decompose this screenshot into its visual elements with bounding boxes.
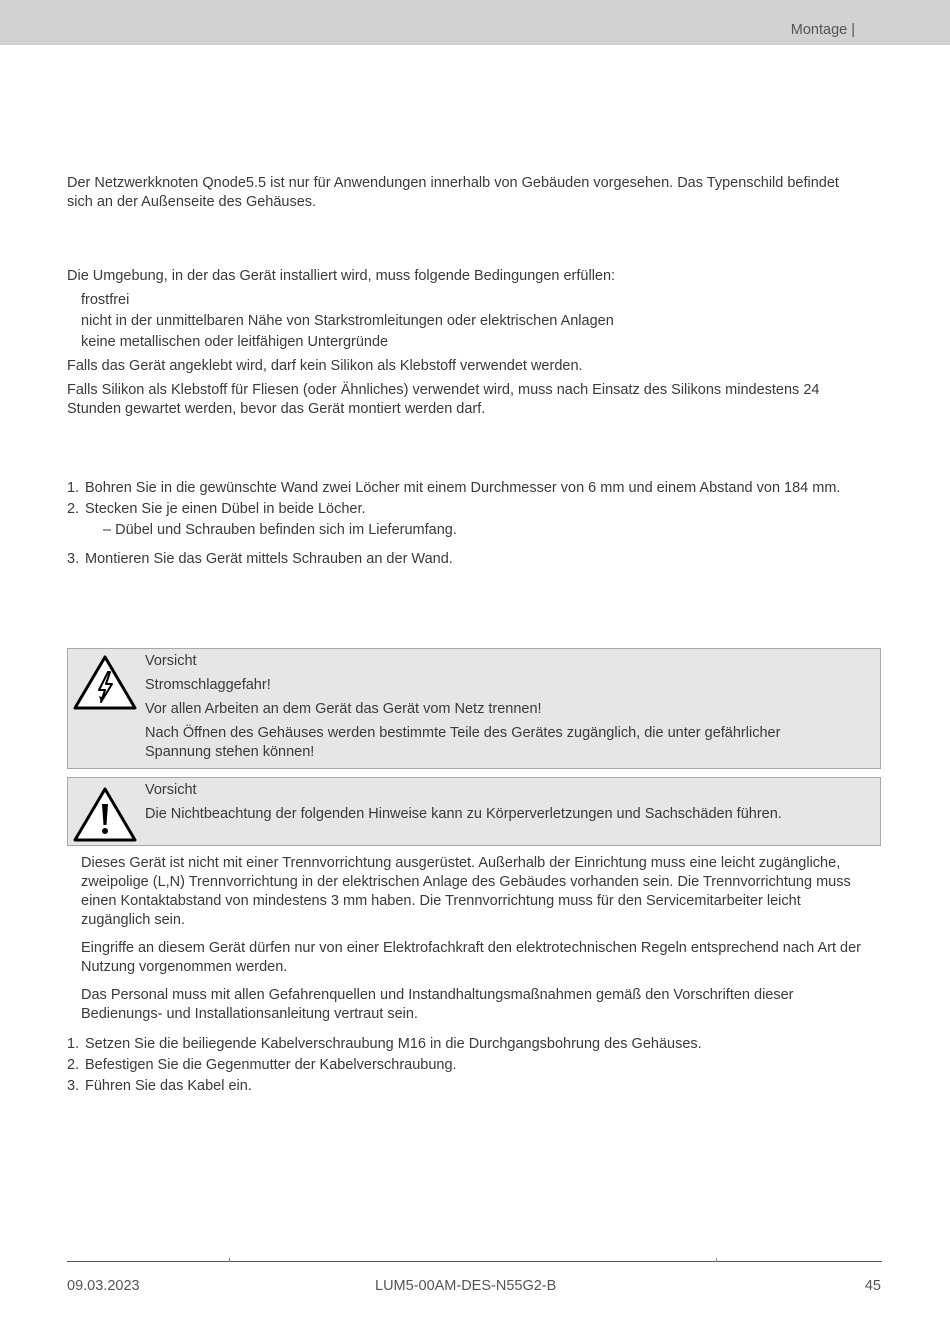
step-text: Stecken Sie je einen Dübel in beide Löcher. xyxy=(85,501,366,517)
step-text: Führen Sie das Kabel ein. xyxy=(85,1078,252,1094)
intro-text: Der Netzwerkknoten Qnode5.5 ist nur für Anwendungen innerhalb von Gebäuden vorgesehen. Das Typenschild befindet sich an der Außenseite des Gehäuses. xyxy=(67,175,839,210)
warning-line: Die Nichtbeachtung der folgenden Hinweise kann zu Körperverletzungen und Sachschäden führen. xyxy=(145,806,782,822)
footer-divider xyxy=(67,1261,882,1262)
cable-steps xyxy=(67,1035,857,1096)
list-item: 3. Montieren Sie das Gerät mittels Schrauben an der Wand. xyxy=(67,551,453,567)
list-item: 3. Führen Sie das Kabel ein. xyxy=(67,1078,252,1094)
adhesive-note: Falls das Gerät angeklebt wird, darf kein Silikon als Klebstoff verwendet werden. xyxy=(67,358,583,374)
warning-title: Vorsicht xyxy=(145,653,197,669)
list-item: 1. Bohren Sie in die gewünschte Wand zwei Löcher mit einem Durchmesser von 6 mm und einem Abstand von 184 mm. xyxy=(67,480,841,496)
warning-line: Stromschlaggefahr! xyxy=(145,677,271,693)
footer-page-number: 45 xyxy=(864,1278,881,1294)
electric-hazard-icon xyxy=(73,654,137,716)
step-text: Bohren Sie in die gewünschte Wand zwei Löcher mit einem Durchmesser von 6 mm und einem Abstand von 184 mm. xyxy=(85,480,841,496)
list-item: keine metallischen oder leitfähigen Untergründe xyxy=(81,334,389,350)
step-text: Setzen Sie die beiliegende Kabelverschraubung M16 in die Durchgangsbohrung des Gehäuses. xyxy=(85,1036,702,1052)
list-item: 2. Befestigen Sie die Gegenmutter der Kabelverschraubung. xyxy=(67,1057,457,1073)
warning-box-general xyxy=(67,777,881,846)
warning-text xyxy=(145,652,845,767)
list-item: frostfrei xyxy=(81,292,130,308)
footer-date: 09.03.2023 xyxy=(67,1278,140,1294)
list-item: nicht in der unmittelbaren Nähe von Starkstromleitungen oder elektrischen Anlagen xyxy=(81,313,614,329)
warning-line: Nach Öffnen des Gehäuses werden bestimmte Teile des Gerätes zugänglich, die unter gefährlicher Spannung stehen können! xyxy=(145,725,781,760)
footer-doc-id: LUM5-00AM-DES-N55G2-B xyxy=(375,1278,557,1294)
warning-title: Vorsicht xyxy=(145,782,197,798)
footer-divider-tick xyxy=(229,1258,230,1262)
warning-text xyxy=(145,781,845,829)
list-item-sub: – Dübel und Schrauben befinden sich im Lieferumfang. xyxy=(103,522,457,538)
list-item: 2. Stecken Sie je einen Dübel in beide Löcher. xyxy=(67,501,366,517)
step-text: Befestigen Sie die Gegenmutter der Kabelverschraubung. xyxy=(85,1057,457,1073)
section-title: Montage | xyxy=(790,22,855,38)
environment-lead: Die Umgebung, in der das Gerät installiert wird, muss folgende Bedingungen erfüllen: xyxy=(67,268,616,284)
warning-box-electric xyxy=(67,648,881,769)
footer-divider-tick xyxy=(716,1258,717,1262)
warning-line: Vor allen Arbeiten an dem Gerät das Gerät vom Netz trennen! xyxy=(145,701,542,717)
environment-section xyxy=(67,267,857,419)
step-text: Montieren Sie das Gerät mittels Schrauben an der Wand. xyxy=(85,551,453,567)
safety-notes xyxy=(81,854,866,1024)
intro-paragraph xyxy=(67,174,857,212)
safety-note: Eingriffe an diesem Gerät dürfen nur von einer Elektrofachkraft den elektrotechnischen Regeln entsprechend nach Art der Nutzung vorgenommen werden. xyxy=(81,940,861,975)
safety-note: Dieses Gerät ist nicht mit einer Trennvorrichtung ausgerüstet. Außerhalb der Einrichtung muss eine leicht zugängliche, zweipolige (L,N) Trennvorrichtung in der elektrischen Anlage des Gebäudes vorhanden sein. Die Trennvorrichtung muss einen Kontaktabstand von mindestens 3 mm haben. Die Trennvorrichtung muss für den Servicemitarbeiter leicht zugänglich sein. xyxy=(81,855,851,928)
safety-note: Das Personal muss mit allen Gefahrenquellen und Instandhaltungsmaßnahmen gemäß den Vorschriften dieser Bedienungs- und Installationsanleitung vertraut sein. xyxy=(81,987,794,1022)
silicone-note: Falls Silikon als Klebstoff für Fliesen (oder Ähnliches) verwendet wird, muss nach Einsatz des Silikons mindestens 24 Stunden gewartet werden, bevor das Gerät montiert werden darf. xyxy=(67,382,820,417)
warning-icon xyxy=(73,786,137,848)
list-item: 1. Setzen Sie die beiliegende Kabelverschraubung M16 in die Durchgangsbohrung des Gehäuses. xyxy=(67,1036,702,1052)
mounting-steps xyxy=(67,479,842,569)
